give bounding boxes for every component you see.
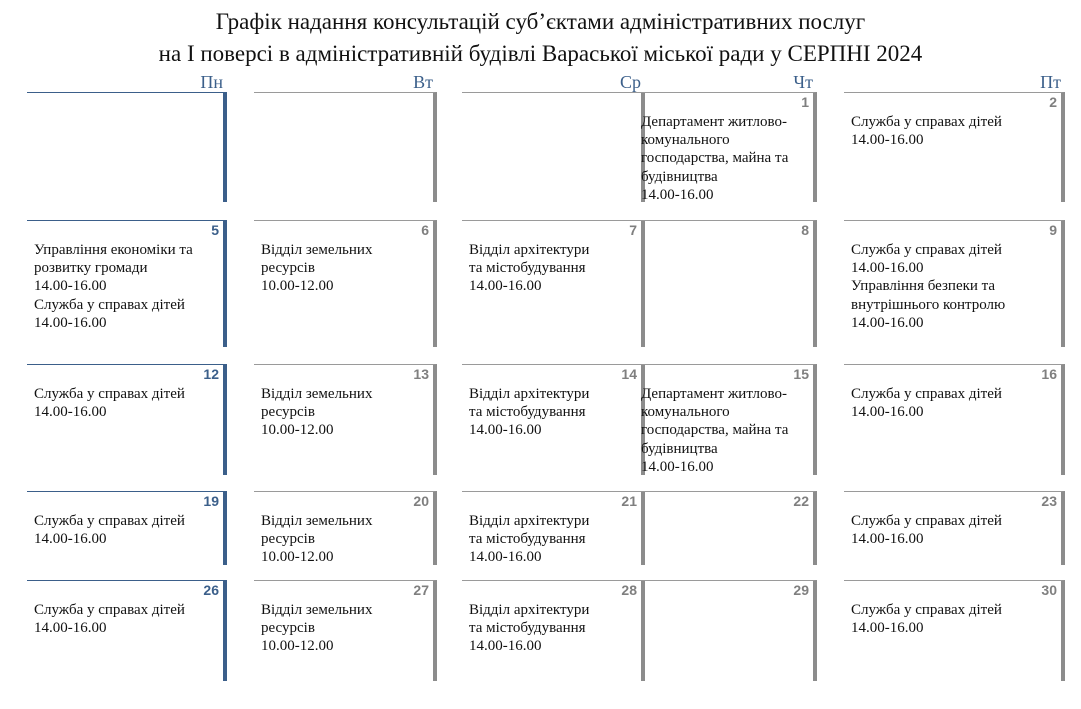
consultation-text-line: Відділ архітектури xyxy=(469,386,590,402)
consultation-entry xyxy=(469,385,635,440)
day-cell-22 xyxy=(634,491,817,565)
day-number: 26 xyxy=(203,582,219,598)
consultation-text-line: Служба у справах дітей xyxy=(851,114,1002,130)
day-number: 8 xyxy=(801,222,809,238)
consultation-text-line: 10.00-12.00 xyxy=(261,278,334,295)
day-cell-30 xyxy=(844,580,1065,681)
consultation-entry xyxy=(261,512,427,567)
day-number: 22 xyxy=(793,493,809,509)
consultation-text-line: 14.00-16.00 xyxy=(34,278,107,295)
consultation-text-line: ресурсів xyxy=(261,260,315,277)
day-cell-7 xyxy=(462,220,645,347)
consultation-text-line: Відділ архітектури xyxy=(469,242,590,258)
consultation-text-line: Служба у справах дітей xyxy=(851,602,1002,618)
day-cell-20 xyxy=(254,491,437,565)
consultation-text-line: 14.00-16.00 xyxy=(851,260,924,277)
consultation-text-line: 14.00-16.00 xyxy=(851,132,924,149)
consultation-entry xyxy=(851,241,1055,332)
day-number: 14 xyxy=(621,366,637,382)
day-cell-29 xyxy=(634,580,817,681)
consultation-text-line: та містобудування xyxy=(469,260,586,277)
consultation-text-line: ресурсів xyxy=(261,531,315,548)
day-cell-15 xyxy=(634,364,817,475)
page-title-line-1: Графік надання консультацій суб’єктами адміністративних послуг xyxy=(215,9,866,34)
consultation-entry xyxy=(851,512,1055,548)
day-number: 30 xyxy=(1041,582,1057,598)
day-cell-13 xyxy=(254,364,437,475)
day-number: 27 xyxy=(413,582,429,598)
day-cell-1 xyxy=(634,92,817,202)
consultation-text-line: Служба у справах дітей xyxy=(34,296,185,313)
day-number: 20 xyxy=(413,493,429,509)
weekday-header-fri: Пт xyxy=(1040,72,1061,92)
consultation-text-line: 14.00-16.00 xyxy=(34,314,107,331)
day-number: 12 xyxy=(203,366,219,382)
consultation-text-line: будівництва xyxy=(641,168,718,185)
day-cell-21 xyxy=(462,491,645,565)
weekday-header-tue: Вт xyxy=(413,72,433,92)
consultation-text-line: внутрішнього контролю xyxy=(851,296,1006,313)
consultation-text-line: Департамент житлово- xyxy=(641,114,787,130)
day-cell-9 xyxy=(844,220,1065,347)
consultation-entry xyxy=(851,385,1055,421)
weekday-header-mon: Пн xyxy=(200,72,223,92)
consultation-entry xyxy=(34,241,217,332)
consultation-text-line: господарства, майна та xyxy=(641,422,789,439)
consultation-entry xyxy=(261,385,427,440)
day-number: 1 xyxy=(801,94,809,110)
consultation-entry xyxy=(34,385,217,421)
consultation-text-line: та містобудування xyxy=(469,531,586,548)
day-cell-14 xyxy=(462,364,645,475)
day-cell-28 xyxy=(462,580,645,681)
weekday-header-thu: Чт xyxy=(793,72,813,92)
consultation-text-line: Відділ земельних xyxy=(261,602,373,618)
consultation-text-line: Відділ земельних xyxy=(261,513,373,529)
consultation-text-line: 14.00-16.00 xyxy=(641,458,714,475)
consultation-text-line: Служба у справах дітей xyxy=(851,242,1002,258)
day-cell-6 xyxy=(254,220,437,347)
consultation-text-line: Відділ земельних xyxy=(261,386,373,402)
day-cell-23 xyxy=(844,491,1065,565)
consultation-text-line: Управління економіки та xyxy=(34,242,193,258)
consultation-entry xyxy=(469,512,635,567)
day-cell-5 xyxy=(27,220,227,347)
consultation-text-line: Служба у справах дітей xyxy=(34,386,185,402)
consultation-entry xyxy=(34,512,217,548)
day-number: 9 xyxy=(1049,222,1057,238)
day-number: 6 xyxy=(421,222,429,238)
consultation-text-line: 14.00-16.00 xyxy=(34,404,107,421)
day-number: 7 xyxy=(629,222,637,238)
day-cell-2 xyxy=(844,92,1065,202)
consultation-text-line: Відділ земельних xyxy=(261,242,373,258)
empty-day-cell xyxy=(27,92,227,202)
consultation-text-line: Відділ архітектури xyxy=(469,602,590,618)
day-cell-8 xyxy=(634,220,817,347)
consultation-text-line: 14.00-16.00 xyxy=(469,422,542,439)
consultation-text-line: Відділ архітектури xyxy=(469,513,590,529)
consultation-text-line: Служба у справах дітей xyxy=(851,386,1002,402)
day-cell-19 xyxy=(27,491,227,565)
weekday-header-wed: Ср xyxy=(619,72,641,92)
consultation-entry xyxy=(261,241,427,296)
day-number: 5 xyxy=(211,222,219,238)
consultation-entry xyxy=(469,241,635,296)
consultation-text-line: Управління безпеки та xyxy=(851,278,996,295)
consultation-text-line: 10.00-12.00 xyxy=(261,549,334,566)
consultation-text-line: розвитку громади xyxy=(34,260,148,277)
consultation-text-line: 14.00-16.00 xyxy=(469,638,542,655)
consultation-text-line: Департамент житлово- xyxy=(641,386,787,402)
day-number: 19 xyxy=(203,493,219,509)
day-cell-12 xyxy=(27,364,227,475)
day-number: 2 xyxy=(1049,94,1057,110)
empty-day-cell xyxy=(462,92,645,202)
consultation-text-line: 14.00-16.00 xyxy=(34,531,107,548)
consultation-text-line: 14.00-16.00 xyxy=(851,620,924,637)
consultation-text-line: 14.00-16.00 xyxy=(469,549,542,566)
consultation-text-line: 14.00-16.00 xyxy=(851,314,924,331)
page-title-line-2: на І поверсі в адміністративній будівлі Вараської міської ради у СЕРПНІ 2024 xyxy=(158,41,923,66)
consultation-text-line: та містобудування xyxy=(469,404,586,421)
consultation-text-line: 14.00-16.00 xyxy=(34,620,107,637)
day-number: 16 xyxy=(1041,366,1057,382)
consultation-entry xyxy=(34,601,217,637)
day-number: 21 xyxy=(621,493,637,509)
consultation-entry xyxy=(641,113,807,204)
consultation-text-line: будівництва xyxy=(641,440,718,457)
consultation-text-line: 14.00-16.00 xyxy=(851,531,924,548)
empty-day-cell xyxy=(254,92,437,202)
consultation-entry xyxy=(261,601,427,656)
day-cell-27 xyxy=(254,580,437,681)
day-number: 29 xyxy=(793,582,809,598)
day-number: 13 xyxy=(413,366,429,382)
day-cell-16 xyxy=(844,364,1065,475)
consultation-text-line: Служба у справах дітей xyxy=(34,513,185,529)
day-number: 23 xyxy=(1041,493,1057,509)
consultation-text-line: комунального xyxy=(641,404,730,421)
consultation-entry xyxy=(851,113,1055,149)
consultation-text-line: 14.00-16.00 xyxy=(641,186,714,203)
consultation-text-line: 10.00-12.00 xyxy=(261,422,334,439)
consultation-text-line: 14.00-16.00 xyxy=(851,404,924,421)
consultation-text-line: 14.00-16.00 xyxy=(469,278,542,295)
consultation-text-line: ресурсів xyxy=(261,620,315,637)
consultation-text-line: 10.00-12.00 xyxy=(261,638,334,655)
day-number: 15 xyxy=(793,366,809,382)
consultation-text-line: господарства, майна та xyxy=(641,150,789,167)
consultation-text-line: Служба у справах дітей xyxy=(34,602,185,618)
day-number: 28 xyxy=(621,582,637,598)
consultation-text-line: комунального xyxy=(641,132,730,149)
consultation-text-line: та містобудування xyxy=(469,620,586,637)
day-cell-26 xyxy=(27,580,227,681)
consultation-entry xyxy=(469,601,635,656)
consultation-entry xyxy=(851,601,1055,637)
consultation-entry xyxy=(641,385,807,476)
consultation-text-line: ресурсів xyxy=(261,404,315,421)
consultation-text-line: Служба у справах дітей xyxy=(851,513,1002,529)
